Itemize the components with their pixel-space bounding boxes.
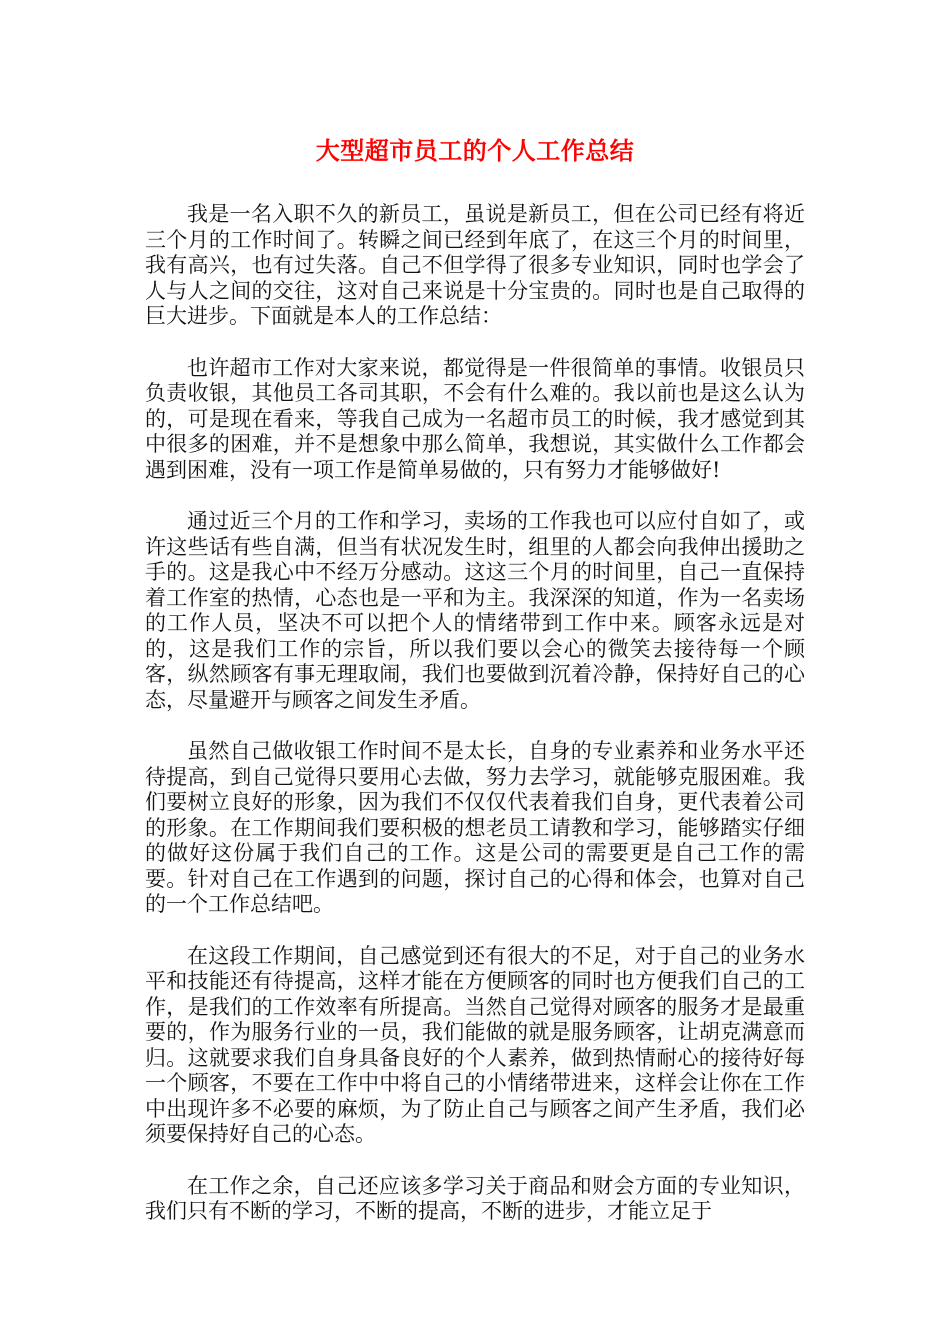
document-title: 大型超市员工的个人工作总结 bbox=[315, 137, 635, 165]
paragraph-1: 我是一名入职不久的新员工，虽说是新员工，但在公司已经有将近三个月的工作时间了。转瞬之间已经到年底了，在这三个月的时间里，我有高兴，也有过失落。自己不但学得了很多专业知识，同时也学会了人与人之间的交往，这对自己来说是十分宝贵的。同时也是自己取得的巨大进步。下面就是本人的工作总结： bbox=[145, 202, 805, 328]
paragraph-2: 也许超市工作对大家来说，都觉得是一件很简单的事情。收银员只负责收银，其他员工各司其职，不会有什么难的。我以前也是这么认为的，可是现在看来，等我自己成为一名超市员工的时候，我才感觉到其中很多的困难，并不是想象中那么简单，我想说，其实做什么工作都会遇到困难，没有一项工作是简单易做的，只有努力才能够做好! bbox=[145, 355, 805, 482]
document-body bbox=[145, 202, 805, 1251]
paragraph-6: 在工作之余，自己还应该多学习关于商品和财会方面的专业知识，我们只有不断的学习，不断的提高，不断的进步，才能立足于 bbox=[145, 1173, 805, 1223]
paragraph-4: 虽然自己做收银工作时间不是太长，自身的专业素养和业务水平还待提高，到自己觉得只要用心去做，努力去学习，就能够克服困难。我们要树立良好的形象，因为我们不仅仅代表着我们自身，更代表着公司的形象。在工作期间我们要积极的想老员工请教和学习，能够踏实仔细的做好这份属于我们自己的工作。这是公司的需要更是自己工作的需要。针对自己在工作遇到的问题，探讨自己的心得和体会，也算对自己的一个工作总结吧。 bbox=[145, 739, 805, 916]
paragraph-3: 通过近三个月的工作和学习，卖场的工作我也可以应付自如了，或许这些话有些自满，但当有状况发生时，组里的人都会向我伸出援助之手的。这是我心中不经万分感动。这这三个月的时间里，自己一直保持着工作室的热情，心态也是一平和为主。我深深的知道，作为一名卖场的工作人员，坚决不可以把个人的情绪带到工作中来。顾客永远是对的，这是我们工作的宗旨，所以我们要以会心的微笑去接待每一个顾客，纵然顾客有事无理取闹，我们也要做到沉着冷静，保持好自己的心态，尽量避开与顾客之间发生矛盾。 bbox=[145, 509, 805, 712]
paragraph-5: 在这段工作期间，自己感觉到还有很大的不足，对于自己的业务水平和技能还有待提高，这样才能在方便顾客的同时也方便我们自己的工作，是我们的工作效率有所提高。当然自己觉得对顾客的服务才是最重要的，作为服务行业的一员，我们能做的就是服务顾客，让胡克满意而归。这就要求我们自身具备良好的个人素养，做到热情耐心的接待好每一个顾客，不要在工作中中将自己的小情绪带进来，这样会让你在工作中出现许多不必要的麻烦，为了防止自己与顾客之间产生矛盾，我们必须要保持好自己的心态。 bbox=[145, 943, 805, 1146]
